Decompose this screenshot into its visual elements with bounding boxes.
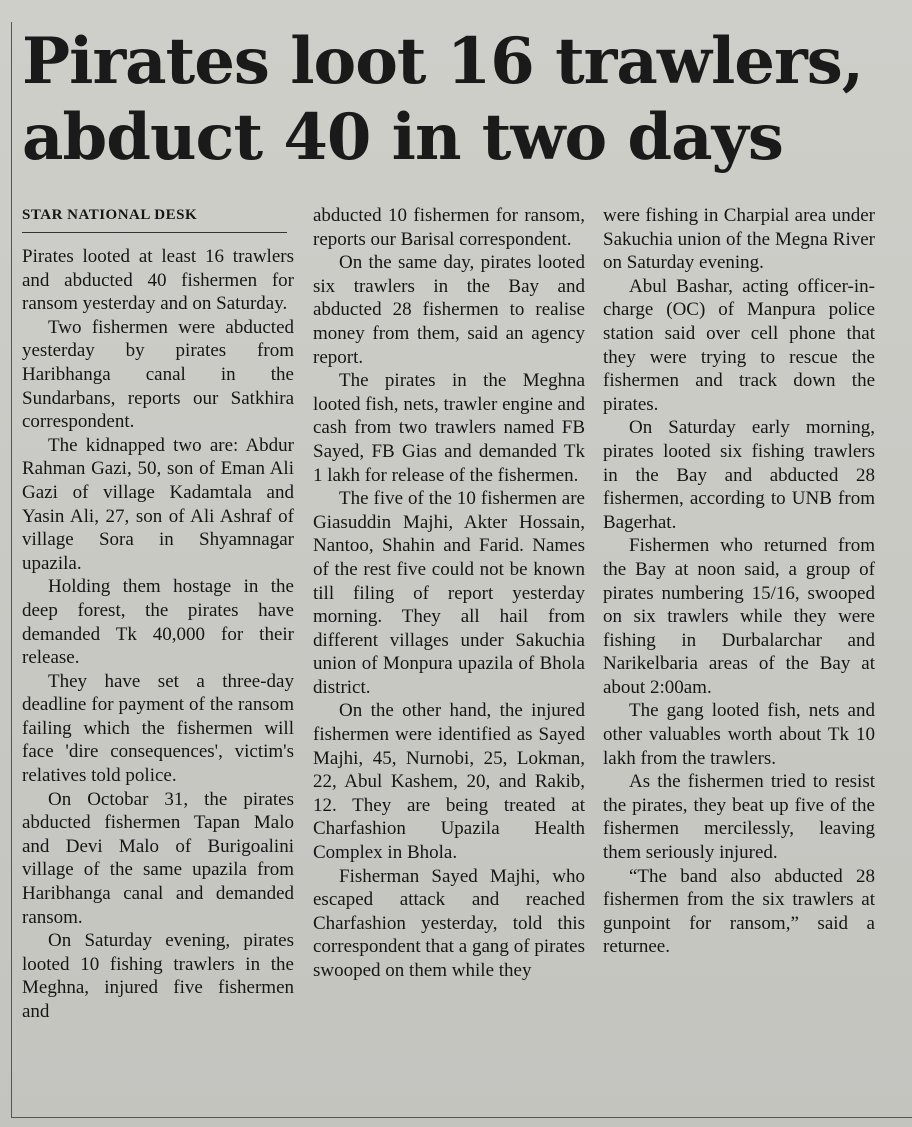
left-column-rule: [11, 22, 12, 1117]
paragraph: On the other hand, the injured fishermen were identified as Sayed Majhi, 45, Nurnobi, 25, Lokman, 22, Abul Kashem, 20, and Rakib, 12. They are being treated at Charfashion Upazila Health Complex in Bhola.: [313, 700, 585, 864]
paragraph: The kidnapped two are: Abdur Rahman Gazi, 50, son of Eman Ali Gazi of village Kadamtala and Yasin Ali, 27, son of Ali Ashraf of village Sora in Shyamnagar upazila.: [22, 434, 294, 574]
bottom-rule: [11, 1117, 912, 1118]
paragraph: As the fishermen tried to resist the pirates, they beat up five of the fishermen mercilessly, leaving them seriously injured.: [603, 771, 875, 864]
paragraph: They have set a three-day deadline for payment of the ransom failing which the fishermen will face 'dire consequences', victim's relatives told police.: [22, 670, 294, 787]
byline-rule: [22, 232, 287, 233]
paragraph: Abul Bashar, acting officer-in-charge (OC) of Manpura police station said over cell phone that they were trying to rescue the fishermen and track down the pirates.: [603, 275, 875, 415]
headline: [22, 24, 902, 176]
paragraph: On Octobar 31, the pirates abducted fishermen Tapan Malo and Devi Malo of Burigoalini village of the same upazila from Haribhanga canal and demanded ransom.: [22, 788, 294, 928]
paragraph: On Saturday evening, pirates looted 10 fishing trawlers in the Meghna, injured five fishermen and: [22, 930, 294, 1022]
paragraph: Fisherman Sayed Majhi, who escaped attack and reached Charfashion yesterday, told this correspondent that a gang of pirates swooped on them while they: [313, 865, 585, 981]
paragraph: were fishing in Charpial area under Sakuchia union of the Megna River on Saturday evening.: [603, 205, 875, 274]
byline: STAR NATIONAL DESK: [22, 207, 198, 223]
headline-line-1: Pirates loot 16 trawlers,: [22, 24, 863, 99]
article-column-1: [22, 204, 294, 1024]
paragraph: The gang looted fish, nets and other valuables worth about Tk 10 lakh from the trawlers.: [603, 700, 875, 769]
paragraph: “The band also abducted 28 fishermen from the six trawlers at gunpoint for ransom,” said a returnee.: [603, 865, 875, 958]
article-column-3: [603, 204, 875, 959]
paragraph: Fishermen who returned from the Bay at noon said, a group of pirates numbering 15/16, swooped on six trawlers while they were fishing in Durbalarchar and Narikelbaria areas of the Bay at about 2:00am.: [603, 535, 875, 698]
paragraph: The five of the 10 fishermen are Giasuddin Majhi, Akter Hossain, Nantoo, Shahin and Farid. Names of the rest five could not be known till filing of report yesterday morning. They all hail from different villages under Sakuchia union of Monpura upazila of Bhola district.: [313, 488, 585, 698]
paragraph: Holding them hostage in the deep forest, the pirates have demanded Tk 40,000 for their release.: [22, 576, 294, 669]
paragraph: On the same day, pirates looted six trawlers in the Bay and abducted 28 fishermen to realise money from them, said an agency report.: [313, 252, 585, 368]
paragraph: Pirates looted at least 16 trawlers and abducted 40 fishermen for ransom yesterday and on Saturday.: [22, 246, 294, 315]
paragraph: The pirates in the Meghna looted fish, nets, trawler engine and cash from two trawlers named FB Sayed, FB Gias and demanded Tk 1 lakh for release of the fishermen.: [313, 370, 585, 486]
headline-line-2: abduct 40 in two days: [22, 100, 783, 175]
paragraph: abducted 10 fishermen for ransom, reports our Barisal correspondent.: [313, 205, 585, 250]
paragraph: On Saturday early morning, pirates looted six fishing trawlers in the Bay and abducted 28 fishermen, according to UNB from Bagerhat.: [603, 417, 875, 533]
paragraph: Two fishermen were abducted yesterday by pirates from Haribhanga canal in the Sundarbans, reports our Satkhira correspondent.: [22, 316, 294, 433]
article-column-2: [313, 204, 585, 983]
